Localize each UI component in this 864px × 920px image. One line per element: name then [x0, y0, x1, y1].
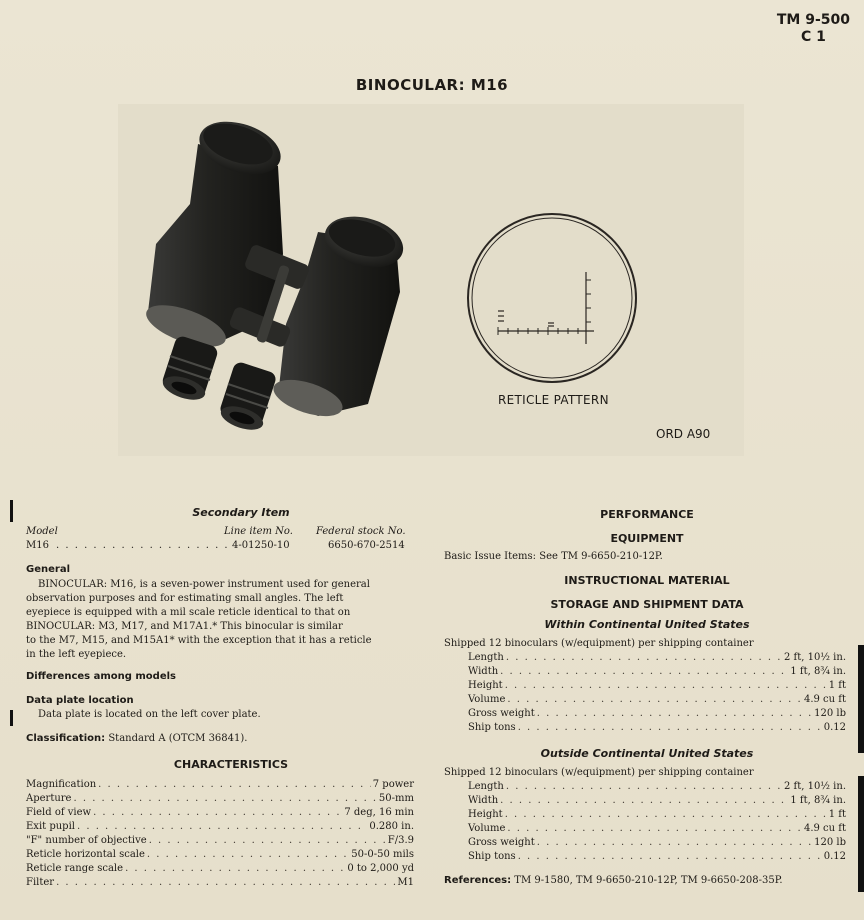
reticle-caption: RETICLE PATTERN [498, 393, 609, 407]
row-value: 4.9 cu ft [803, 694, 846, 705]
performance-heading: PERFORMANCE [600, 508, 694, 521]
row-value: 1 ft [828, 680, 846, 691]
dot-leader [518, 850, 822, 864]
characteristic-row [26, 862, 414, 876]
row-value: 7 power [372, 779, 414, 790]
figure-panel [118, 104, 744, 456]
general-text [26, 578, 416, 662]
general-line: observation purposes and for estimating small angles. The left [26, 593, 344, 604]
secondary-header-row [26, 525, 416, 539]
shipment-row [468, 822, 846, 836]
general-line: eyepiece is equipped with a mil scale reticle identical to that on [26, 607, 351, 618]
dot-leader [506, 651, 782, 665]
row-label: Ship tons [468, 851, 516, 862]
dot-leader [149, 834, 386, 848]
row-label: Exit pupil [26, 821, 75, 832]
general-line: to the M7, M15, and M15A1* with the exception that it has a reticle [26, 635, 372, 646]
shipment-row [468, 794, 846, 808]
within-shipped: Shipped 12 binoculars (w/equipment) per shipping container [444, 638, 754, 649]
shipment-row [468, 707, 846, 721]
dot-leader [505, 808, 827, 822]
tm-line-1: TM 9-500 [776, 12, 850, 28]
data-plate-text: Data plate is located on the left cover plate. [38, 709, 261, 720]
right-column [444, 508, 850, 888]
tm-number [777, 12, 850, 46]
reticle-pattern [468, 214, 636, 382]
secondary-heading: Secondary Item [192, 506, 290, 519]
row-label: Filter [26, 877, 55, 888]
row-label: Reticle range scale [26, 863, 124, 874]
dot-leader [147, 848, 349, 862]
row-value: F/3.9 [387, 835, 414, 846]
ord-code: ORD A90 [656, 427, 711, 441]
outside-table [444, 780, 846, 864]
shipment-row [468, 808, 846, 822]
row-label: Gross weight [468, 708, 535, 719]
references-label: References: [444, 875, 512, 886]
characteristic-row [26, 834, 414, 848]
dot-leader [537, 707, 812, 721]
row-value: 0.12 [823, 722, 846, 733]
shipment-row [468, 721, 846, 735]
col-stock: Federal stock No. [316, 526, 406, 537]
shipment-row [468, 679, 846, 693]
binocular-illustration [118, 104, 744, 456]
row-value: 7 deg, 16 min [344, 807, 414, 818]
row-value: 120 lb [814, 837, 846, 848]
dot-leader [93, 806, 342, 820]
row-label: Field of view [26, 807, 92, 818]
dot-leader [507, 822, 802, 836]
row-label: Volume [468, 823, 506, 834]
row-label: Length [468, 781, 504, 792]
model-value: M16 [26, 540, 49, 551]
characteristics-table [26, 778, 414, 890]
right-eyepiece [218, 361, 278, 435]
dot-leader [500, 794, 788, 808]
dot-leader [77, 820, 367, 834]
change-bar [10, 710, 13, 726]
row-label: Width [468, 666, 499, 677]
shipment-row [468, 850, 846, 864]
classification-label: Classification: [26, 733, 106, 744]
left-column [26, 506, 416, 890]
row-label: Length [468, 652, 504, 663]
row-label: Height [468, 680, 503, 691]
row-label: "F" number of objective [26, 835, 147, 846]
dot-leader [500, 665, 788, 679]
row-value: 1 ft, 8¾ in. [790, 795, 846, 806]
dot-leader [125, 862, 345, 876]
characteristic-row [26, 876, 414, 890]
change-bar [858, 776, 864, 892]
row-value: 120 lb [814, 708, 846, 719]
characteristics-heading: CHARACTERISTICS [173, 758, 289, 771]
dot-leader [505, 679, 827, 693]
characteristic-row [26, 792, 414, 806]
row-value: 0 to 2,000 yd [347, 863, 414, 874]
shipment-row [468, 836, 846, 850]
equipment-heading: EQUIPMENT [610, 532, 684, 545]
shipment-row [468, 780, 846, 794]
row-label: Height [468, 809, 503, 820]
basic-issue-items: Basic Issue Items: See TM 9-6650-210-12P. [444, 551, 663, 562]
change-bar [858, 645, 864, 753]
change-bar [10, 500, 13, 522]
general-line: BINOCULAR: M3, M17, and M17A1.* This binocular is similar [26, 621, 343, 632]
row-value: 1 ft, 8¾ in. [790, 666, 846, 677]
stock-value: 6650-670-2514 [328, 540, 405, 551]
classification-line [26, 732, 416, 746]
general-line: BINOCULAR: M16, is a seven-power instrument used for general [38, 579, 370, 590]
differences-heading: Differences among models [26, 671, 176, 682]
tm-line-2: C 1 [800, 29, 826, 45]
general-line: in the left eyepiece. [26, 649, 127, 660]
row-label: Magnification [26, 779, 97, 790]
row-value: M1 [397, 877, 414, 888]
row-label: Ship tons [468, 722, 516, 733]
within-table [444, 651, 846, 735]
references-line [444, 874, 850, 888]
row-value: 50-mm [378, 793, 414, 804]
instructional-heading: INSTRUCTIONAL MATERIAL [564, 574, 730, 587]
row-label: Reticle horizontal scale [26, 849, 145, 860]
row-label: Aperture [26, 793, 72, 804]
row-value: 0.12 [823, 851, 846, 862]
general-heading: General [26, 564, 70, 575]
row-label: Volume [468, 694, 506, 705]
classification-value: Standard A (OTCM 36841). [108, 733, 248, 744]
outside-heading: Outside Continental United States [540, 747, 754, 760]
data-plate-heading: Data plate location [26, 695, 134, 706]
row-label: Gross weight [468, 837, 535, 848]
outside-shipped: Shipped 12 binoculars (w/equipment) per shipping container [444, 767, 754, 778]
dot-leader: . . . . . . . . . . . . . . . . . . . [56, 540, 230, 551]
characteristic-row [26, 778, 414, 792]
right-barrel [269, 208, 409, 423]
page-title: BINOCULAR: M16 [355, 76, 509, 94]
storage-heading: STORAGE AND SHIPMENT DATA [550, 598, 744, 611]
row-value: 1 ft [828, 809, 846, 820]
row-value: 50-0-50 mils [351, 849, 414, 860]
within-heading: Within Continental United States [544, 618, 750, 631]
characteristic-row [26, 848, 414, 862]
row-value: 0.280 in. [369, 821, 414, 832]
dot-leader [518, 721, 822, 735]
col-line-item: Line item No. [224, 526, 293, 537]
characteristic-row [26, 820, 414, 834]
dot-leader [506, 780, 782, 794]
dot-leader [98, 778, 371, 792]
shipment-row [468, 651, 846, 665]
row-value: 2 ft, 10½ in. [783, 781, 846, 792]
line-item-value: 4-01250-10 [232, 540, 290, 551]
dot-leader [73, 792, 376, 806]
references-text: TM 9-1580, TM 9-6650-210-12P, TM 9-6650-208-35P. [514, 875, 783, 886]
secondary-data-row [26, 539, 416, 553]
col-model: Model [26, 526, 58, 537]
dot-leader [56, 876, 395, 890]
row-value: 4.9 cu ft [803, 823, 846, 834]
row-label: Width [468, 795, 499, 806]
row-value: 2 ft, 10½ in. [783, 652, 846, 663]
dot-leader [507, 693, 802, 707]
shipment-row [468, 693, 846, 707]
dot-leader [537, 836, 812, 850]
characteristic-row [26, 806, 414, 820]
shipment-row [468, 665, 846, 679]
